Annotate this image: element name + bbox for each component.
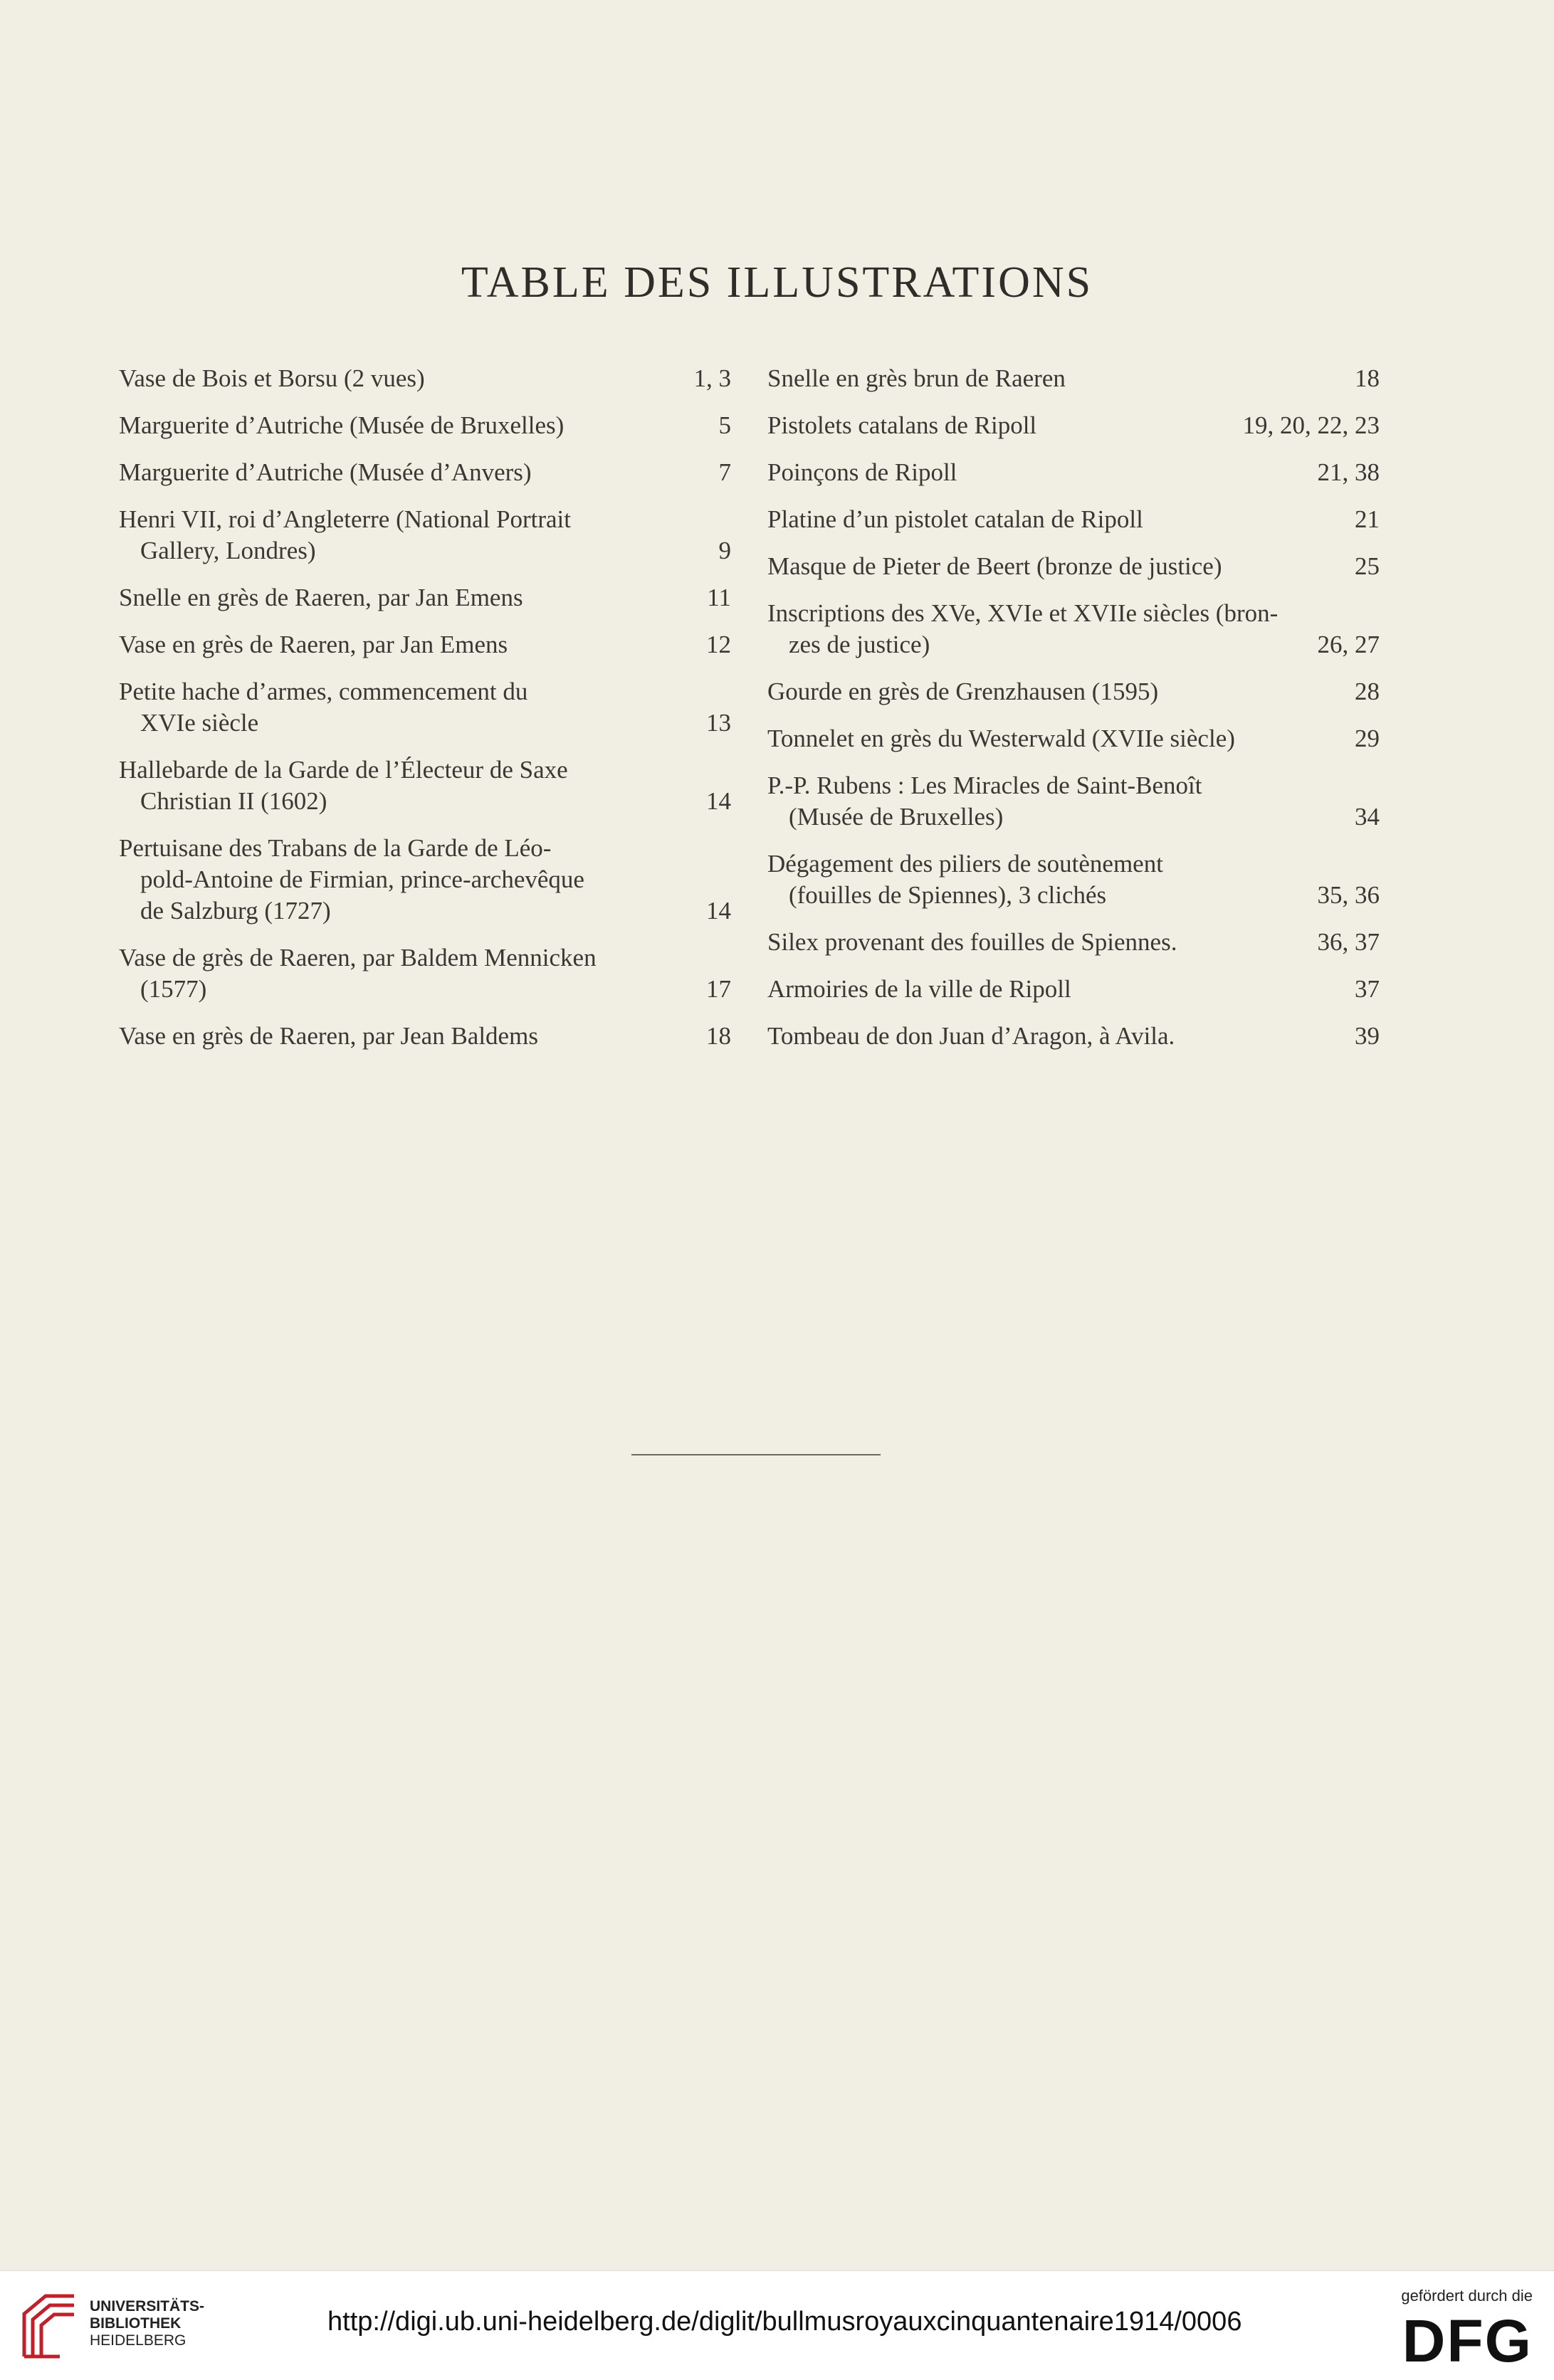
toc-entry-line: Marguerite d’Autriche (Musée de Bruxelles) bbox=[119, 411, 565, 439]
toc-entry-title bbox=[119, 754, 731, 817]
footer-bar bbox=[0, 2270, 1554, 2380]
toc-entry bbox=[767, 974, 1380, 1005]
toc-entry bbox=[767, 551, 1380, 582]
toc-page-number: 39 bbox=[1355, 1022, 1380, 1050]
toc-entry-title bbox=[119, 504, 731, 567]
toc-entry-title bbox=[119, 1021, 731, 1052]
right-column bbox=[767, 363, 1380, 1068]
toc-entry bbox=[119, 410, 731, 441]
university-library-logo-icon bbox=[17, 2292, 81, 2364]
toc-page-number: 29 bbox=[1355, 725, 1380, 752]
toc-entry-title bbox=[119, 410, 731, 441]
page-title: TABLE DES ILLUSTRATIONS bbox=[461, 258, 1093, 307]
toc-entry-line: Vase de Bois et Borsu (2 vues) bbox=[119, 364, 425, 392]
toc-entry-title bbox=[767, 551, 1380, 582]
toc-entry-title bbox=[767, 1021, 1380, 1052]
source-url-link[interactable]: http://digi.ub.uni-heidelberg.de/diglit/bullmusroyauxcinquantenaire1914/0006 bbox=[327, 2307, 1242, 2337]
toc-entry-line: Gallery, Londres) bbox=[140, 537, 316, 564]
toc-entry bbox=[119, 833, 731, 927]
toc-entry bbox=[767, 598, 1380, 660]
toc-entry-line: Pistolets catalans de Ripoll bbox=[767, 411, 1037, 439]
toc-entry bbox=[119, 942, 731, 1005]
toc-entry-line: Gourde en grès de Grenzhausen (1595) bbox=[767, 678, 1159, 705]
toc-entry-title bbox=[767, 927, 1380, 958]
toc-entry-line: Henri VII, roi d’Angleterre (National Portrait bbox=[119, 505, 571, 533]
toc-page-number: 26, 27 bbox=[1317, 631, 1380, 658]
toc-page-number: 21, 38 bbox=[1317, 458, 1380, 486]
toc-entry-line: pold-Antoine de Firmian, prince-archevêque bbox=[140, 865, 584, 893]
toc-entry bbox=[767, 1021, 1380, 1052]
toc-entry-line: Armoiries de la ville de Ripoll bbox=[767, 975, 1071, 1003]
dfg-logo: DFG bbox=[1402, 2307, 1533, 2374]
library-line-2: BIBLIOTHEK bbox=[90, 2315, 182, 2332]
toc-entry-line: Christian II (1602) bbox=[140, 787, 327, 815]
toc-entry bbox=[767, 410, 1380, 441]
toc-entry bbox=[119, 629, 731, 660]
toc-entry bbox=[119, 504, 731, 567]
toc-entry bbox=[119, 754, 731, 817]
toc-entry-line: Masque de Pieter de Beert (bronze de justice) bbox=[767, 552, 1222, 580]
toc-page-number: 21 bbox=[1355, 505, 1380, 533]
toc-page-number: 5 bbox=[718, 411, 731, 439]
toc-entry bbox=[119, 582, 731, 614]
toc-entry bbox=[119, 676, 731, 739]
toc-entry bbox=[767, 927, 1380, 958]
toc-entry-line: Hallebarde de la Garde de l’Électeur de Saxe bbox=[119, 756, 568, 784]
toc-entry bbox=[119, 363, 731, 394]
toc-page-number: 12 bbox=[706, 631, 731, 658]
toc-entry-line: Vase de grès de Raeren, par Baldem Mennicken bbox=[119, 944, 597, 972]
toc-page-number: 13 bbox=[706, 709, 731, 737]
toc-entry bbox=[119, 457, 731, 488]
toc-entry-line: Pertuisane des Trabans de la Garde de Léo- bbox=[119, 834, 552, 862]
toc-page-number: 25 bbox=[1355, 552, 1380, 580]
toc-entry-line: (Musée de Bruxelles) bbox=[789, 803, 1004, 831]
toc-entry bbox=[767, 848, 1380, 911]
toc-entry-line: XVIe siècle bbox=[140, 709, 259, 737]
toc-entry-title bbox=[767, 676, 1380, 707]
toc-page-number: 1, 3 bbox=[693, 364, 731, 392]
toc-entry-title bbox=[767, 504, 1380, 535]
library-name bbox=[90, 2298, 204, 2349]
toc-entry-title bbox=[767, 363, 1380, 394]
divider-rule bbox=[631, 1454, 881, 1455]
toc-page-number: 14 bbox=[706, 787, 731, 815]
toc-entry bbox=[119, 1021, 731, 1052]
toc-entry bbox=[767, 363, 1380, 394]
toc-entry-title bbox=[119, 457, 731, 488]
toc-page-number: 34 bbox=[1355, 803, 1380, 831]
toc-page-number: 37 bbox=[1355, 975, 1380, 1003]
toc-entry-title bbox=[767, 848, 1380, 911]
toc-entry bbox=[767, 723, 1380, 754]
toc-entry-line: P.-P. Rubens : Les Miracles de Saint-Benoît bbox=[767, 772, 1202, 799]
toc-entry-line: Tonnelet en grès du Westerwald (XVIIe siècle) bbox=[767, 725, 1235, 752]
toc-page-number: 18 bbox=[1355, 364, 1380, 392]
toc-page-number: 28 bbox=[1355, 678, 1380, 705]
toc-entry bbox=[767, 676, 1380, 707]
toc-entry bbox=[767, 504, 1380, 535]
toc-entry-title bbox=[767, 723, 1380, 754]
toc-entry-title bbox=[767, 457, 1380, 488]
toc-entry-title bbox=[767, 598, 1380, 660]
toc-entry-title bbox=[119, 833, 731, 927]
toc-entry-title bbox=[119, 363, 731, 394]
toc-entry-line: (fouilles de Spiennes), 3 clichés bbox=[789, 881, 1107, 909]
toc-entry-title bbox=[119, 629, 731, 660]
left-column bbox=[119, 363, 731, 1068]
toc-entry-line: Petite hache d’armes, commencement du bbox=[119, 678, 528, 705]
toc-entry-line: Snelle en grès brun de Raeren bbox=[767, 364, 1066, 392]
library-line-3: HEIDELBERG bbox=[90, 2332, 187, 2349]
toc-entry-line: (1577) bbox=[140, 975, 207, 1003]
toc-entry-line: Poinçons de Ripoll bbox=[767, 458, 957, 486]
toc-entry-title bbox=[119, 942, 731, 1005]
toc-entry-line: Silex provenant des fouilles de Spiennes. bbox=[767, 928, 1177, 956]
toc-page-number: 19, 20, 22, 23 bbox=[1242, 411, 1380, 439]
toc-page-number: 18 bbox=[706, 1022, 731, 1050]
toc-page-number: 17 bbox=[706, 975, 731, 1003]
toc-entry-title bbox=[119, 676, 731, 739]
toc-entry-line: Snelle en grès de Raeren, par Jan Emens bbox=[119, 584, 523, 611]
toc-page-number: 7 bbox=[718, 458, 731, 486]
toc-entry bbox=[767, 457, 1380, 488]
toc-page-number: 36, 37 bbox=[1317, 928, 1380, 956]
toc-page-number: 9 bbox=[718, 537, 731, 564]
toc-page-number: 11 bbox=[707, 584, 731, 611]
toc-entry-line: zes de justice) bbox=[789, 631, 930, 658]
funder-note: gefördert durch die bbox=[1401, 2287, 1533, 2305]
toc-entry-line: Dégagement des piliers de soutènement bbox=[767, 850, 1163, 878]
toc-page-number: 35, 36 bbox=[1317, 881, 1380, 909]
toc-entry bbox=[767, 770, 1380, 833]
toc-entry-line: Platine d’un pistolet catalan de Ripoll bbox=[767, 505, 1143, 533]
toc-entry-line: Vase en grès de Raeren, par Jan Emens bbox=[119, 631, 508, 658]
toc-entry-line: Vase en grès de Raeren, par Jean Baldems bbox=[119, 1022, 538, 1050]
library-line-1: UNIVERSITÄTS- bbox=[90, 2298, 205, 2315]
toc-entry-title bbox=[119, 582, 731, 614]
toc-entry-title bbox=[767, 770, 1380, 833]
toc-entry-line: Inscriptions des XVe, XVIe et XVIIe siècles (bron- bbox=[767, 599, 1279, 627]
toc-entry-title bbox=[767, 974, 1380, 1005]
toc-entry-line: Tombeau de don Juan d’Aragon, à Avila. bbox=[767, 1022, 1175, 1050]
toc-entry-line: de Salzburg (1727) bbox=[140, 897, 331, 925]
toc-entry-line: Marguerite d’Autriche (Musée d’Anvers) bbox=[119, 458, 532, 486]
toc-page-number: 14 bbox=[706, 897, 731, 925]
